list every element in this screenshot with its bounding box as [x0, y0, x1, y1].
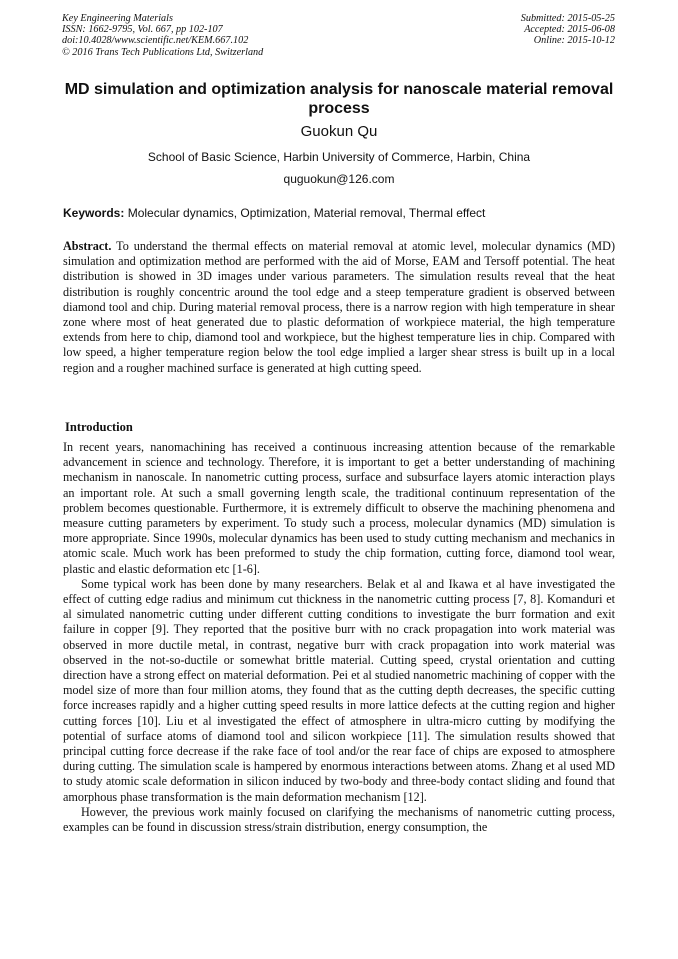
keywords-label: Keywords: — [63, 206, 125, 220]
abstract-label: Abstract. — [63, 239, 112, 253]
journal-issn: ISSN: 1662-9795, Vol. 667, pp 102-107 — [62, 24, 223, 36]
keywords-text: Molecular dynamics, Optimization, Material removal, Thermal effect — [124, 206, 486, 220]
author-email[interactable]: quguokun@126.com — [283, 172, 395, 186]
author-affiliation: School of Basic Science, Harbin University of Commerce, Harbin, China — [147, 150, 531, 164]
date-submitted: Submitted: 2015-05-25 — [520, 13, 615, 24]
publication-dates — [521, 13, 615, 47]
section-heading-introduction: Introduction — [65, 420, 133, 434]
paper-title: MD simulation and optimization analysis for nanoscale material removal process — [64, 81, 614, 117]
journal-info — [62, 13, 263, 58]
intro-paragraph-3: However, the previous work mainly focused on clarifying the mechanisms of nanometric cutting process, examples can be found in discussion stress/strain distribution, energy consumption, the — [63, 804, 615, 835]
journal-name: Key Engineering Materials — [62, 13, 173, 24]
intro-paragraph-2: Some typical work has been done by many researchers. Belak et al and Ikawa et al have investigated the effect of cutting edge radius and minimum cut thickness in the nanometric cutting process [7, 8]. Komanduri et al simulated nanometric cutting under different cutting conditions to investigate the burr formation and exit failure in copper [9]. They reported that the positive burr with no crack propagation into work material was observed in more ductile metal, in contrast, negative burr with crack propagation into work material was observed in the not-so-ductile or somewhat brittle material. Cutting speed, crystal orientation and cutting direction have a strong effect on material deformation. Pei et al studied nanometric machining of copper with the model size of more than four million atoms, they found that as the cutting depth decreases, the specific cutting force increases rapidly and a higher cutting speed results in more lattice defects at the cutting region and higher cutting forces [10]. Liu et al investigated the effect of atmosphere in ultra-micro cutting by modifying the potential of surface atoms of diamond tool and silicon workpiece [11]. The simulation results showed that principal cutting force decrease if the rake face of tool and/or the rear face of chips are exposed to atmosphere during cutting. The simulation scale is hampered by enormous interactions between atoms. Zhang et al used MD to study atomic scale deformation in silicon induced by two-body and three-body contact sliding and found that amorphous phase transformation is the main deformation mechanism [12]. — [63, 576, 615, 804]
date-accepted: Accepted: 2015-06-08 — [524, 24, 615, 36]
journal-doi[interactable]: doi:10.4028/www.scientific.net/KEM.667.102 — [62, 35, 249, 47]
abstract — [63, 239, 615, 376]
paper-author: Guokun Qu — [300, 123, 378, 140]
intro-paragraph-1: In recent years, nanomachining has received a continuous increasing attention because of the remarkable advancement in science and technology. Therefore, it is important to get a better understanding of machining mechanism in nanoscale. In nanometric cutting process, surface and subsurface layers atomic interaction plays an important role. At such a small governing length scale, the traditional continuum representation of the problem becomes questionable. Furthermore, it is extremely difficult to observe the machining phenomena and measure cutting parameters by experiment. To study such a process, molecular dynamics (MD) simulation is more appropriate. Since 1990s, molecular dynamics has been used to study cutting mechanism and mechanics in atomic scale. Much work has been preformed to study the chip formation, cutting force, diamond tool wear, plastic and elastic deformation etc [1-6]. — [63, 440, 615, 576]
date-online: Online: 2015-10-12 — [533, 35, 615, 47]
keywords — [63, 206, 615, 220]
abstract-text: To understand the thermal effects on material removal at atomic level, molecular dynamics (MD) simulation and optimization method are performed with the aid of Morse, EAM and Tersoff potential. The heat distribution is showed in 3D images under various parameters. The simulation results reveal that the heat distribution is roughly concentric around the tool edge and a steep temperature gradient is observed between diamond tool and chip. During material removal process, there is a narrow region with high temperature in shear zone where most of heat generated due to plastic deformation of workpiece material, the high temperature extends from here to chip, diamond tool and workpiece, but the highest temperature lies in chip. Compared with low speed, a higher temperature region below the tool edge implied a larger shear stress is built up in a local region and a rougher machined surface is generated at high cutting speed. — [63, 239, 615, 375]
introduction-body — [63, 440, 615, 835]
journal-copyright: © 2016 Trans Tech Publications Ltd, Switzerland — [62, 46, 264, 58]
